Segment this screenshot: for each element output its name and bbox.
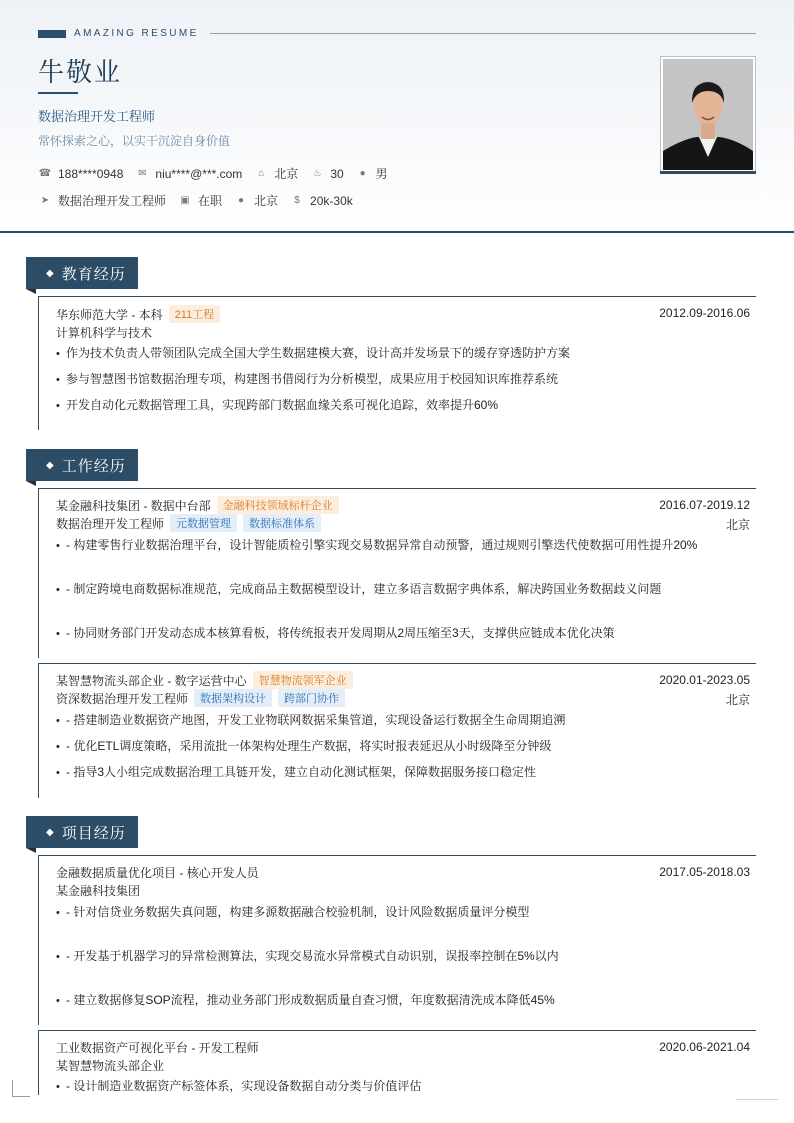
section-fold <box>26 289 36 294</box>
contact-row <box>38 165 400 182</box>
mail-icon: ✉ <box>138 168 147 179</box>
section-title-work: 工作经历 <box>61 457 126 475</box>
company-name: 某金融科技集团 - 数据中台部 <box>56 498 211 513</box>
list-item: • - 针对信贷业务数据失真问题，构建多源数据融合校验机制，设计风险数据质量评分模型 <box>56 905 530 919</box>
intent-city-text: 北京 <box>254 194 279 208</box>
list-item: • - 设计制造业数据资产标签体系，实现设备数据自动分类与价值评估 <box>56 1079 422 1093</box>
entry-title: 工业数据资产可视化平台 - 开发工程师 <box>56 1041 259 1055</box>
list-item: • - 建立数据修复SOP流程，推动业务部门形成数据质量自查习惯，年度数据清洗成本降低45% <box>56 993 555 1007</box>
city-text: 北京 <box>274 167 299 181</box>
contact-age <box>310 167 343 181</box>
entry-location: 北京 <box>725 693 750 707</box>
entry-date: 2020.01-2023.05 <box>659 673 750 687</box>
list-item: • 参与智慧图书馆数据治理专项，构建图书借阅行为分析模型，成果应用于校园知识库推荐系统 <box>56 372 559 386</box>
entry-role <box>56 514 321 532</box>
phone-icon: ☎ <box>38 168 52 179</box>
briefcase-icon: ▣ <box>180 195 190 206</box>
send-icon: ➤ <box>40 195 50 206</box>
entry-title: 金融数据质量优化项目 - 核心开发人员 <box>56 866 259 880</box>
job-title: 数据治理开发工程师 <box>38 109 156 124</box>
list-item: • - 搭建制造业数据资产地图，开发工业物联网数据采集管道，实现设备运行数据全生命周期追溯 <box>56 713 566 727</box>
list-item: • 作为技术负责人带领团队完成全国大学生数据建模大赛，设计高并发场景下的缓存穿透防护方案 <box>56 346 571 360</box>
skill-tag: 元数据管理 <box>170 514 237 532</box>
education-entry <box>38 296 756 430</box>
skill-tag: 数据标准体系 <box>243 514 321 532</box>
entry-location: 北京 <box>725 518 750 532</box>
section-title-projects: 项目经历 <box>61 824 126 842</box>
motto: 常怀探索之心，以实干沉淀自身价值 <box>38 134 231 148</box>
entry-date: 2020.06-2021.04 <box>659 1040 750 1054</box>
age-text: 30 <box>330 166 344 181</box>
intent-status-text: 在职 <box>198 194 223 208</box>
page-corner-line <box>736 1099 778 1100</box>
entry-title <box>56 305 220 323</box>
section-head-projects <box>26 816 138 848</box>
role-name: 数据治理开发工程师 <box>56 516 165 531</box>
list-item: • - 制定跨境电商数据标准规范，完成商品主数据模型设计，建立多语言数据字典体系，解决跨国业务数据歧义问题 <box>56 582 662 596</box>
list-item: • 开发自动化元数据管理工具，实现跨部门数据血缘关系可视化追踪，效率提升60% <box>56 398 499 412</box>
list-item: • - 指导3人小组完成数据治理工具链开发，建立自动化测试框架，保障数据服务接口稳定性 <box>56 765 537 779</box>
project-entry <box>38 1030 756 1095</box>
home-icon: ⌂ <box>258 168 265 179</box>
list-item: • - 构建零售行业数据治理平台，设计智能质检引擎实现交易数据异常自动预警，通过规则引擎迭代使数据可用性提升20% <box>56 538 698 552</box>
list-item: • - 协同财务部门开发动态成本核算看板，将传统报表开发周期从2周压缩至3天，支撑供应链成本优化决策 <box>56 626 615 640</box>
profile-photo <box>663 59 753 170</box>
diamond-icon: ◆ <box>46 459 55 471</box>
entry-date: 2017.05-2018.03 <box>659 865 750 879</box>
entry-date: 2012.09-2016.06 <box>659 306 750 320</box>
entry-major: 计算机科学与技术 <box>56 326 153 340</box>
money-icon: $ <box>294 195 300 206</box>
list-item: • - 开发基于机器学习的异常检测算法，实现交易流水异常模式自动识别，误报率控制在5%以内 <box>56 949 559 963</box>
diamond-icon: ◆ <box>46 826 55 838</box>
project-entry <box>38 855 756 1025</box>
contact-phone <box>38 167 123 181</box>
company-name: 某智慧物流头部企业 - 数字运营中心 <box>56 673 247 688</box>
contact-city <box>254 165 298 182</box>
cake-icon: ♨ <box>312 168 322 179</box>
diamond-icon: ◆ <box>46 267 55 279</box>
section-fold <box>26 481 36 486</box>
work-entry <box>38 663 756 798</box>
contact-gender <box>356 165 388 182</box>
header-divider <box>0 231 794 233</box>
contact-email <box>135 167 242 181</box>
intent-position <box>38 192 166 209</box>
school-tag: 211工程 <box>169 305 221 323</box>
entry-company: 某金融科技集团 <box>56 884 141 898</box>
intent-position-text: 数据治理开发工程师 <box>58 194 167 208</box>
entry-role <box>56 689 345 707</box>
email-text: niu****@***.com <box>155 166 243 181</box>
page-corner-mark <box>12 1080 30 1097</box>
intent-status <box>178 192 222 209</box>
tagline-divider <box>210 33 756 34</box>
entry-title <box>56 496 339 514</box>
portrait-illustration <box>663 59 753 170</box>
role-name: 资深数据治理开发工程师 <box>56 691 189 706</box>
tagline-row <box>38 28 199 39</box>
company-tag: 金融科技领域标杆企业 <box>217 496 339 514</box>
skill-tag: 跨部门协作 <box>278 689 345 707</box>
intent-city <box>234 192 278 209</box>
intent-row <box>38 192 365 209</box>
photo-accent-bar <box>660 171 756 174</box>
list-item: • - 优化ETL调度策略，采用流批一体架构处理生产数据，将实时报表延迟从小时级降至分钟级 <box>56 739 552 753</box>
entry-date: 2016.07-2019.12 <box>659 498 750 512</box>
tagline-text: AMAZING RESUME <box>74 28 199 39</box>
entry-company: 某智慧物流头部企业 <box>56 1059 165 1073</box>
work-entry <box>38 488 756 658</box>
section-title-education: 教育经历 <box>61 265 126 283</box>
tagline-bar <box>38 30 66 38</box>
location-pin-icon: ● <box>238 195 245 206</box>
company-tag: 智慧物流领军企业 <box>253 671 353 689</box>
intent-salary <box>290 194 353 208</box>
gender-text: 男 <box>375 167 388 181</box>
candidate-name: 牛敬业 <box>38 57 123 87</box>
intent-salary-text: 20k-30k <box>310 193 353 208</box>
phone-text: 188****0948 <box>58 166 124 181</box>
gender-icon: ● <box>359 168 366 179</box>
school-name: 华东师范大学 - 本科 <box>56 307 163 322</box>
section-fold <box>26 848 36 853</box>
name-underline <box>38 92 78 94</box>
skill-tag: 数据架构设计 <box>194 689 272 707</box>
entry-title <box>56 671 353 689</box>
section-head-work <box>26 449 138 481</box>
profile-photo-frame <box>660 56 756 174</box>
section-head-education <box>26 257 138 289</box>
